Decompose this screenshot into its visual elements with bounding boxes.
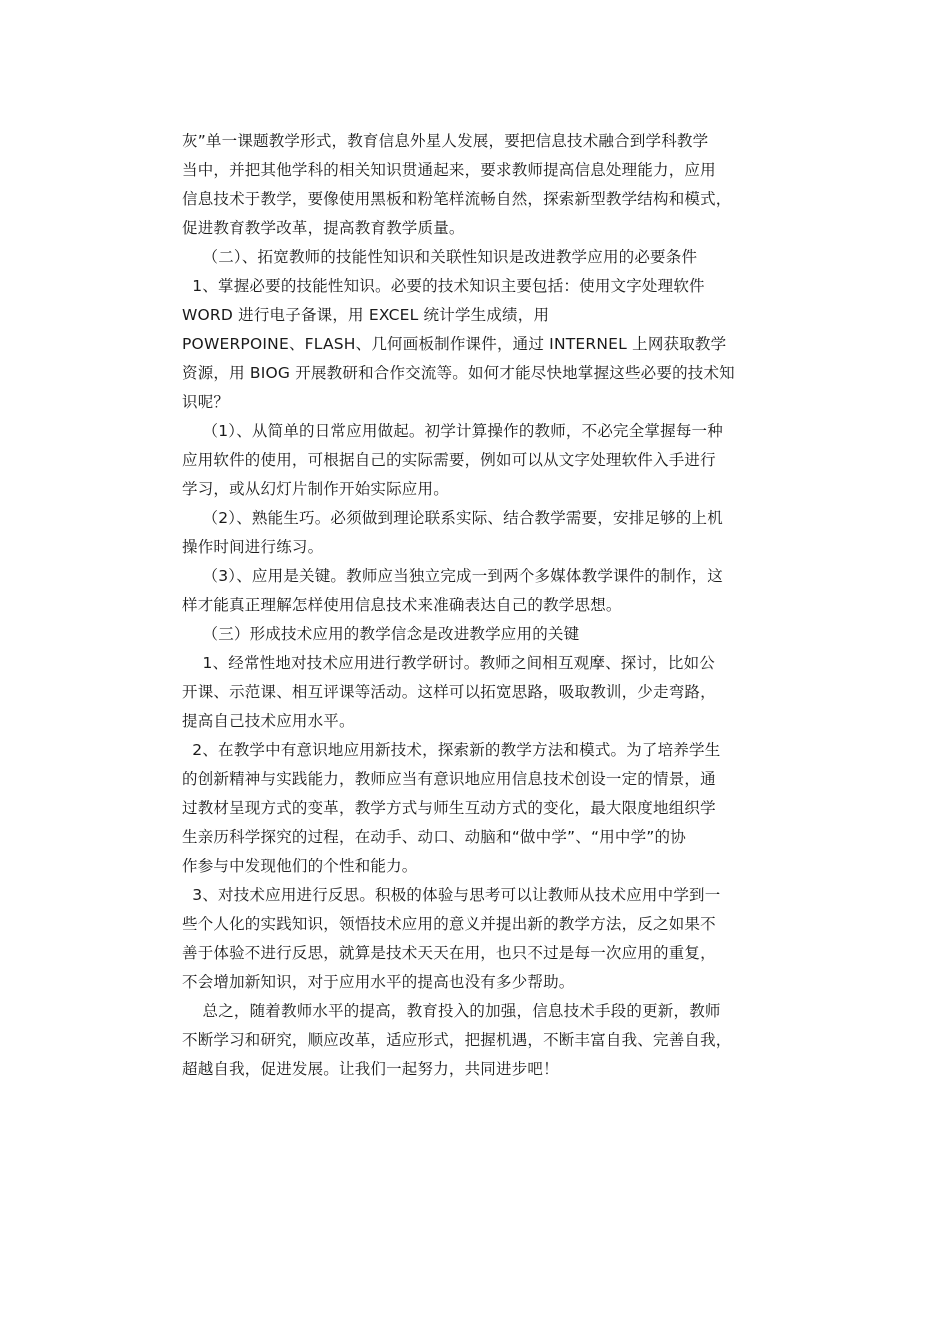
text-line: 信息技术于教学，要像使用黑板和粉笔样流畅自然，探索新型教学结构和模式， <box>182 190 732 208</box>
text-line: 作参与中发现他们的个性和能力。 <box>182 857 418 875</box>
text-line: 提高自己技术应用水平。 <box>182 712 355 730</box>
text-line: 不断学习和研究，顺应改革，适应形式，把握机遇，不断丰富自我、完善自我， <box>182 1031 732 1049</box>
text-line: （三）形成技术应用的教学信念是改进教学应用的关键 <box>182 625 580 643</box>
text-line: 生亲历科学探究的过程，在动手、动口、动脑和“做中学”、“用中学”的协 <box>182 828 686 846</box>
text-line: 学习，或从幻灯片制作开始实际应用。 <box>182 480 449 498</box>
text-line: 总之，随着教师水平的提高，教育投入的加强，信息技术手段的更新，教师 <box>182 1002 721 1020</box>
text-line: 1、掌握必要的技能性知识。必要的技术知识主要包括：使用文字处理软件 <box>182 277 705 295</box>
text-line: WORD 进行电子备课，用 EXCEL 统计学生成绩，用 <box>182 306 550 324</box>
text-line: 些个人化的实践知识，领悟技术应用的意义并提出新的教学方法，反之如果不 <box>182 915 716 933</box>
text-line: 当中，并把其他学科的相关知识贯通起来，要求教师提高信息处理能力，应用 <box>182 161 716 179</box>
text-line: 样才能真正理解怎样使用信息技术来准确表达自己的教学思想。 <box>182 596 622 614</box>
text-line: 识呢？ <box>182 393 230 411</box>
text-line: 超越自我，促进发展。让我们一起努力，共同进步吧！ <box>182 1060 559 1078</box>
text-line: （1）、从简单的日常应用做起。初学计算操作的教师，不必完全掌握每一种 <box>182 422 723 440</box>
text-line: 2、在教学中有意识地应用新技术，探索新的教学方法和模式。为了培养学生 <box>182 741 721 759</box>
text-line: 促进教育教学改革，提高教育教学质量。 <box>182 219 465 237</box>
text-line: （二）、拓宽教师的技能性知识和关联性知识是改进教学应用的必要条件 <box>182 248 698 266</box>
text-line: 灰”单一课题教学形式，教育信息外星人发展，要把信息技术融合到学科教学 <box>182 132 709 150</box>
text-line: 3、对技术应用进行反思。积极的体验与思考可以让教师从技术应用中学到一 <box>182 886 721 904</box>
text-line: 开课、示范课、相互评课等活动。这样可以拓宽思路，吸取教训，少走弯路， <box>182 683 716 701</box>
text-line: 不会增加新知识，对于应用水平的提高也没有多少帮助。 <box>182 973 575 991</box>
text-line: （3）、应用是关键。教师应当独立完成一到两个多媒体教学课件的制作，这 <box>182 567 723 585</box>
text-line: 的创新精神与实践能力，教师应当有意识地应用信息技术创设一定的情景，通 <box>182 770 716 788</box>
document-body <box>182 127 770 1084</box>
text-line: 操作时间进行练习。 <box>182 538 324 556</box>
text-line: 应用软件的使用，可根据自己的实际需要，例如可以从文字处理软件入手进行 <box>182 451 716 469</box>
text-line: 资源，用 BIOG 开展教研和合作交流等。如何才能尽快地掌握这些必要的技术知 <box>182 364 735 382</box>
text-line: 过教材呈现方式的变革，教学方式与师生互动方式的变化，最大限度地组织学 <box>182 799 716 817</box>
text-line: 善于体验不进行反思，就算是技术天天在用，也只不过是每一次应用的重复， <box>182 944 716 962</box>
text-line: 1、经常性地对技术应用进行教学研讨。教师之间相互观摩、探讨，比如公 <box>182 654 715 672</box>
text-line: （2）、熟能生巧。必须做到理论联系实际、结合教学需要，安排足够的上机 <box>182 509 723 527</box>
text-line: POWERPOINE、FLASH、几何画板制作课件，通过 INTERNEL 上网获取教学 <box>182 335 727 353</box>
